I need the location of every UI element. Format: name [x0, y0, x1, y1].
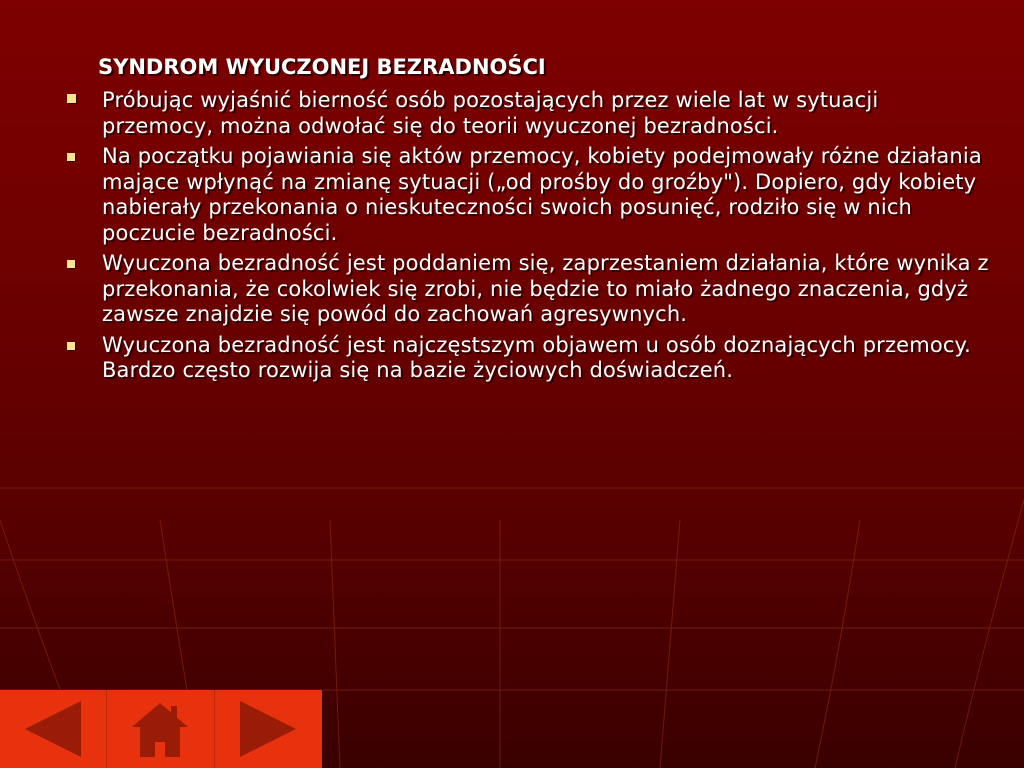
- square-bullet-icon: [67, 153, 75, 161]
- bullet-item: [60, 333, 990, 384]
- bullet-text: Na początku pojawiania się aktów przemocy, kobiety podejmowały różne działania mające wpłynąć na zmianę sytuacji („od prośby do groźby"). Dopiero, gdy kobiety nabierały przekonania o nieskuteczności swoich posunięć, rodziło się w nich poczucie bezradności.: [102, 144, 982, 245]
- bullet-item: [60, 144, 990, 246]
- bullet-text: Wyuczona bezradność jest najczęstszym objawem u osób doznających przemocy. Bardzo często rozwija się na bazie życiowych doświadczeń.: [102, 332, 971, 382]
- arrow-left-icon: [23, 699, 83, 759]
- slide-title: SYNDROM WYUCZONEJ BEZRADNOŚCI: [98, 55, 546, 79]
- arrow-right-icon: [238, 699, 298, 759]
- next-slide-button[interactable]: [215, 690, 322, 768]
- slide-navigation: [0, 690, 322, 768]
- square-bullet-icon: [67, 342, 75, 350]
- previous-slide-button[interactable]: [0, 690, 107, 768]
- home-icon: [130, 699, 190, 759]
- bullet-item: [60, 88, 990, 139]
- bullet-list: [60, 88, 990, 389]
- square-bullet-icon: [67, 260, 75, 268]
- home-button[interactable]: [107, 690, 214, 768]
- bullet-text: Wyuczona bezradność jest poddaniem się, zaprzestaniem działania, które wynika z przekonania, że cokolwiek się zrobi, nie będzie to miało żadnego znaczenia, gdyż zawsze znajdzie się powód do zachowań agresywnych.: [102, 251, 989, 326]
- bullet-text: Próbując wyjaśnić bierność osób pozostających przez wiele lat w sytuacji przemocy, można odwołać się do teorii wyuczonej bezradności.: [102, 88, 879, 138]
- bullet-item: [60, 251, 990, 328]
- square-bullet-icon: [67, 94, 76, 103]
